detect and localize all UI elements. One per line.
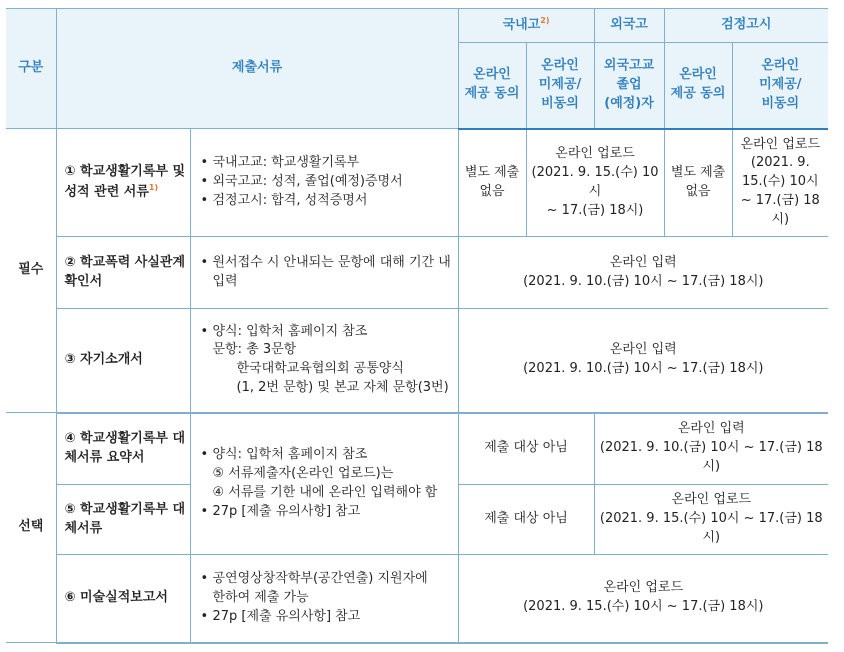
list-item: • 국내고교: 학교생활기록부: [201, 154, 454, 173]
list-item: • 검정고시: 합격, 성적증명서: [201, 192, 454, 211]
method-record-alternative: 온라인 업로드 (2021. 9. 15.(수) 10시 ~ 17.(금) 18시): [594, 485, 828, 555]
desc-record-alternative: [190, 413, 458, 555]
header-online-agree: 온라인 제공 동의: [458, 43, 526, 129]
list-item: 문항: 총 3문항: [212, 342, 297, 358]
item-art-report: ⑥ 미술실적보고서: [56, 555, 190, 643]
list-item: ⑤ 서류제출자(온라인 업로드)는: [212, 465, 394, 481]
desc-school-record: [190, 129, 458, 237]
list-item: 한하여 제출 가능: [212, 589, 309, 605]
header-gubun: 구분: [6, 9, 56, 129]
ged-agree-cell: 별도 제출 없음: [664, 129, 732, 237]
footnote-2: 2): [540, 16, 550, 26]
header-ged-noagree: 온라인 미제공/ 비동의: [732, 43, 828, 129]
list-item: • 27p [제출 유의사항] 참고: [201, 608, 454, 627]
list-item: • 원서접수 시 안내되는 문항에 대해 기간 내 입력: [201, 254, 454, 292]
list-item: • 공연영상창작학부(공간연출) 지원자에: [201, 570, 454, 589]
item-school-record: ① 학교생활기록부 및 성적 관련 서류$^{1)}$: [56, 129, 190, 237]
list-item: • 양식: 입학처 홈페이지 참조: [201, 446, 454, 465]
list-item: 한국대학교육협의회 공통양식: [236, 361, 404, 377]
list-item: • 양식: 입학처 홈페이지 참조: [201, 323, 454, 342]
header-foreign-grad: 외국고교 졸업 (예정)자: [594, 43, 664, 129]
item-school-violence: ② 학교폭력 사실관계 확인서: [56, 237, 190, 309]
desc-school-violence: [190, 237, 458, 309]
footnote-1: 1): [148, 182, 159, 192]
section-optional: 선택: [6, 413, 56, 643]
desc-art-report: [190, 555, 458, 643]
method-school-violence: 온라인 입력 (2021. 9. 10.(금) 10시 ~ 17.(금) 18시): [458, 237, 828, 309]
item-record-summary: ④ 학교생활기록부 대체서류 요약서: [56, 413, 190, 485]
header-ged: 검정고시: [664, 9, 828, 43]
item-self-intro: ③ 자기소개서: [56, 309, 190, 413]
header-docs: 제출서류: [56, 9, 458, 129]
list-item: • 외국고교: 성적, 졸업(예정)증명서: [201, 173, 454, 192]
ged-upload-cell: 온라인 업로드 (2021. 9. 15.(수) 10시 ~ 17.(금) 18시): [732, 129, 828, 237]
section-required: 필수: [6, 129, 56, 413]
method-art-report: 온라인 업로드 (2021. 9. 15.(수) 10시 ~ 17.(금) 18시): [458, 555, 828, 643]
not-target-summary: 제출 대상 아님: [458, 413, 594, 485]
list-item: • 27p [제출 유의사항] 참고: [201, 503, 454, 522]
method-self-intro: 온라인 입력 (2021. 9. 10.(금) 10시 ~ 17.(금) 18시): [458, 309, 828, 413]
not-target-alternative: 제출 대상 아님: [458, 485, 594, 555]
domestic-agree-cell: 별도 제출 없음: [458, 129, 526, 237]
desc-self-intro: [190, 309, 458, 413]
submission-documents-table: [6, 8, 828, 644]
list-item: (1, 2번 문항) 및 본교 자체 문항(3번): [236, 380, 449, 396]
header-online-noagree: 온라인 미제공/ 비동의: [526, 43, 594, 129]
header-domestic: 국내고$^{2)}$: [458, 9, 594, 43]
list-item: ④ 서류를 기한 내에 온라인 입력해야 함: [212, 484, 438, 500]
item-record-alternative: ⑤ 학교생활기록부 대체서류: [56, 485, 190, 555]
header-ged-agree: 온라인 제공 동의: [664, 43, 732, 129]
header-foreign: 외국고: [594, 9, 664, 43]
domestic-upload-cell: 온라인 업로드 (2021. 9. 15.(수) 10시 ~ 17.(금) 18시): [526, 129, 664, 237]
method-record-summary: 온라인 입력 (2021. 9. 10.(금) 10시 ~ 17.(금) 18시): [594, 413, 828, 485]
